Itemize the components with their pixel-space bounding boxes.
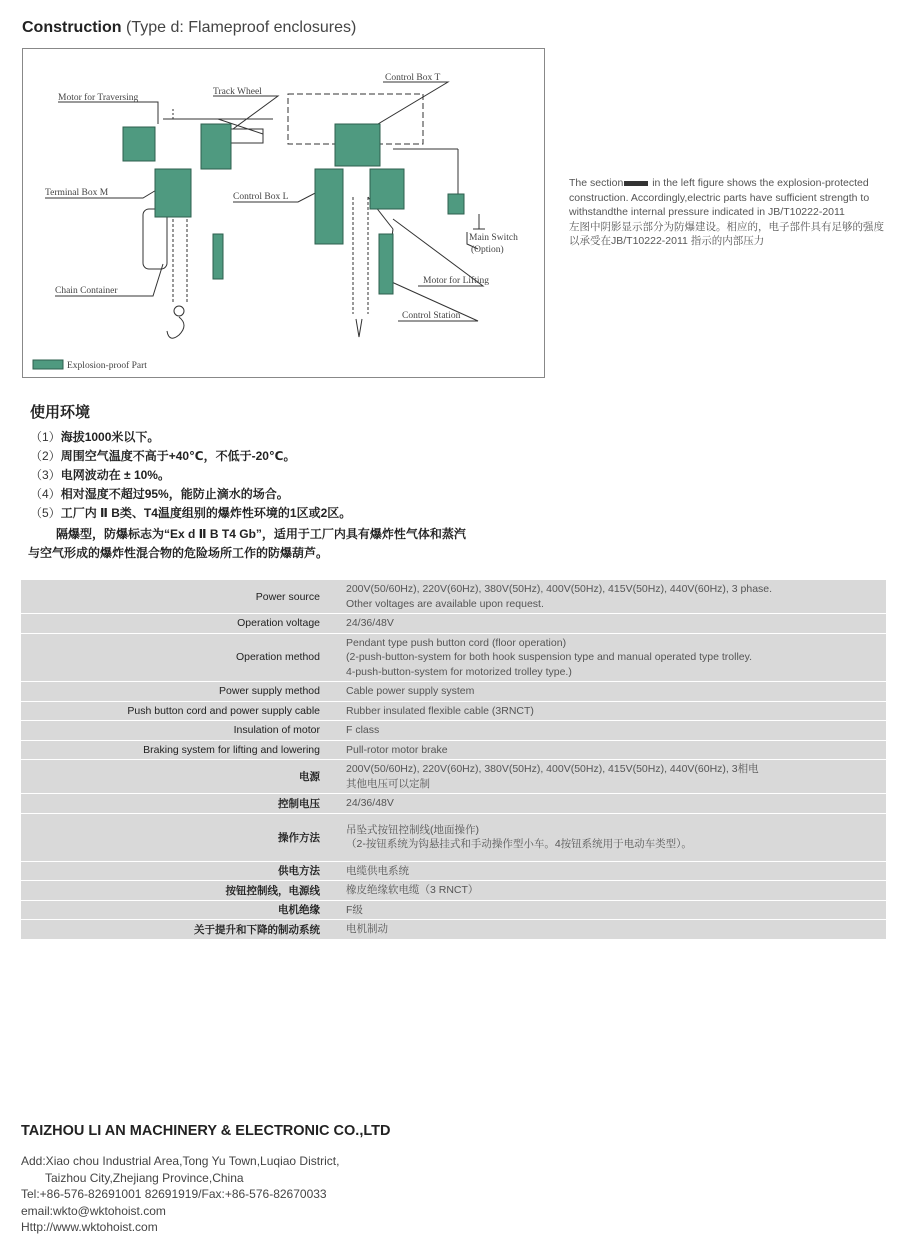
website-link[interactable]: Http://www.wktohoist.com	[21, 1220, 158, 1234]
table-row	[21, 634, 886, 683]
env-num: （4）	[30, 487, 61, 501]
env-text: 海拔1000米以下。	[60, 430, 160, 444]
spec-label: 电源	[21, 760, 336, 794]
table-row	[21, 721, 886, 741]
spec-label: Push button cord and power supply cable	[21, 702, 336, 722]
note-en-before: The section	[569, 177, 624, 189]
env-num: （5）	[30, 506, 61, 520]
spec-value: 200V(50/60Hz), 220V(60Hz), 380V(50Hz), 400V(50Hz), 415V(50Hz), 440V(60Hz), 3相电 其他电压可以定制	[336, 760, 886, 794]
env-num: （2）	[30, 449, 61, 463]
spec-label: Operation method	[21, 634, 336, 683]
spec-label: Braking system for lifting and lowering	[21, 741, 336, 761]
spec-value: 24/36/48V	[336, 614, 886, 634]
note-en	[569, 176, 894, 220]
spec-label: 电机绝缘	[21, 901, 336, 921]
spec-table-cn	[21, 760, 886, 940]
label-control-box-l: Control Box L	[233, 192, 289, 202]
table-row	[21, 920, 886, 940]
spec-label: 关于提升和下降的制动系统	[21, 920, 336, 940]
motor-lifting-part	[370, 169, 404, 209]
table-row	[21, 862, 886, 882]
label-option: (Option)	[471, 245, 504, 255]
motor-traversing-part	[123, 127, 155, 161]
address-line-2: Taizhou City,Zhejiang Province,China	[45, 1170, 244, 1185]
leader-control-box-t	[378, 82, 448, 124]
spec-label: 操作方法	[21, 814, 336, 862]
label-terminal-box-m: Terminal Box M	[45, 188, 109, 198]
environment-item	[30, 485, 351, 504]
spec-label: 按钮控制线，电源线	[21, 881, 336, 901]
terminal-box-part	[155, 169, 191, 217]
table-row	[21, 881, 886, 901]
spec-value: Pull-rotor motor brake	[336, 741, 886, 761]
label-main-switch: Main Switch	[469, 233, 518, 243]
note-en-after: in the left figure shows the explosion-protected construction. Accordingly,electric parts have sufficient strength to withstandthe internal pressure indicated in JB/T10222-2011	[569, 177, 870, 218]
explosion-note	[569, 176, 894, 249]
paragraph-line-1: 隔爆型，防爆标志为“Ex d Ⅱ B T4 Gb”，适用于工厂内具有爆炸性气体和蒸汽	[56, 527, 466, 541]
env-num: （1）	[30, 430, 61, 444]
control-box-l-part	[315, 169, 343, 244]
spec-value: Rubber insulated flexible cable (3RNCT)	[336, 702, 886, 722]
label-chain-container: Chain Container	[55, 286, 118, 296]
email-link[interactable]: email:wkto@wktohoist.com	[21, 1203, 166, 1218]
env-text: 相对湿度不超过95%，能防止滴水的场合。	[60, 487, 289, 501]
spec-value: Cable power supply system	[336, 682, 886, 702]
chain-container-shape	[143, 209, 167, 269]
spec-value: Pendant type push button cord (floor operation) (2-push-button-system for both hook suspension type and manual operated type trolley. 4-push-button-system for motorized trolley type.)	[336, 634, 886, 683]
spec-value: F级	[336, 901, 886, 921]
section-heading	[22, 19, 356, 37]
table-row	[21, 580, 886, 614]
environment-item	[30, 447, 351, 466]
spec-label: Operation voltage	[21, 614, 336, 634]
spec-value: F class	[336, 721, 886, 741]
main-switch-part	[448, 194, 464, 214]
leader-motor-traversing	[58, 102, 158, 124]
env-text: 周围空气温度不高于+40℃，不低于-20℃。	[60, 449, 296, 463]
spec-table-en	[21, 580, 886, 760]
hook-shape	[167, 317, 184, 338]
env-text: 电网波动在 ± 10%。	[60, 468, 170, 482]
note-swatch	[624, 181, 648, 186]
env-text: 工厂内 Ⅱ B类、T4温度组别的爆炸性环境的1区或2区。	[60, 506, 352, 520]
env-num: （3）	[30, 468, 61, 482]
environment-section	[30, 401, 351, 523]
environment-title: 使用环境	[30, 404, 91, 421]
label-track-wheel: Track Wheel	[213, 87, 262, 97]
label-motor-traversing: Motor for Traversing	[58, 93, 139, 103]
control-station-part	[379, 234, 393, 294]
spec-value: 200V(50/60Hz), 220V(60Hz), 380V(50Hz), 400V(50Hz), 415V(50Hz), 440V(60Hz), 3 phase. Other voltages are available upon request.	[336, 580, 886, 614]
company-name: TAIZHOU LI AN MACHINERY & ELECTRONIC CO.,LTD	[21, 1123, 391, 1139]
spec-value: 24/36/48V	[336, 794, 886, 814]
spec-value: 吊坠式按钮控制线(地面操作) （2-按钮系统为钩悬挂式和手动操作型小车。4按钮系统用于电动车类型）。	[336, 814, 886, 862]
spec-label: 控制电压	[21, 794, 336, 814]
table-row	[21, 901, 886, 921]
spec-label: Power source	[21, 580, 336, 614]
tel-fax: Tel:+86-576-82691001 82691919/Fax:+86-576-82670033	[21, 1187, 327, 1201]
environment-item	[30, 466, 351, 485]
table-row	[21, 702, 886, 722]
table-row	[21, 614, 886, 634]
label-control-station: Control Station	[402, 311, 461, 321]
legend-label: Explosion-proof Part	[67, 361, 147, 371]
legend-swatch	[33, 360, 63, 369]
right-hook	[356, 319, 362, 337]
spec-value: 电机制动	[336, 920, 886, 940]
table-row	[21, 741, 886, 761]
construction-figure	[22, 48, 545, 378]
paragraph-line: 与空气形成的爆炸性混合物的危险场所工作的防爆葫芦。	[28, 546, 329, 560]
description-paragraph	[28, 525, 518, 563]
label-motor-lifting: Motor for Lifting	[423, 276, 489, 286]
spec-label: Insulation of motor	[21, 721, 336, 741]
spec-label: Power supply method	[21, 682, 336, 702]
track-wheel-part	[201, 124, 231, 169]
label-control-box-t: Control Box T	[385, 73, 441, 83]
company-footer	[21, 1123, 390, 1236]
heading-subtitle: (Type d: Flameproof enclosures)	[126, 19, 357, 36]
spec-value: 橡皮绝缘软电缆（3 RNCT）	[336, 881, 886, 901]
table-row	[21, 814, 886, 862]
address-line-1: Add:Xiao chou Industrial Area,Tong Yu Town,Luqiao District,	[21, 1154, 340, 1168]
spec-value: 电缆供电系统	[336, 862, 886, 882]
table-row	[21, 794, 886, 814]
hoist-diagram	[23, 49, 546, 379]
hook-eye	[174, 306, 184, 316]
heading-title: Construction	[22, 19, 122, 36]
pendant-part-left	[213, 234, 223, 279]
environment-item	[30, 504, 351, 523]
paragraph-line	[28, 525, 518, 544]
table-row	[21, 760, 886, 794]
environment-item	[30, 428, 351, 447]
spec-label: 供电方法	[21, 862, 336, 882]
table-row	[21, 682, 886, 702]
control-box-t-part	[335, 124, 380, 166]
note-cn: 左图中阴影显示部分为防爆建设。相应的，电子部件具有足够的强度以承受在JB/T10222-2011 指示的内部压力	[569, 220, 884, 247]
